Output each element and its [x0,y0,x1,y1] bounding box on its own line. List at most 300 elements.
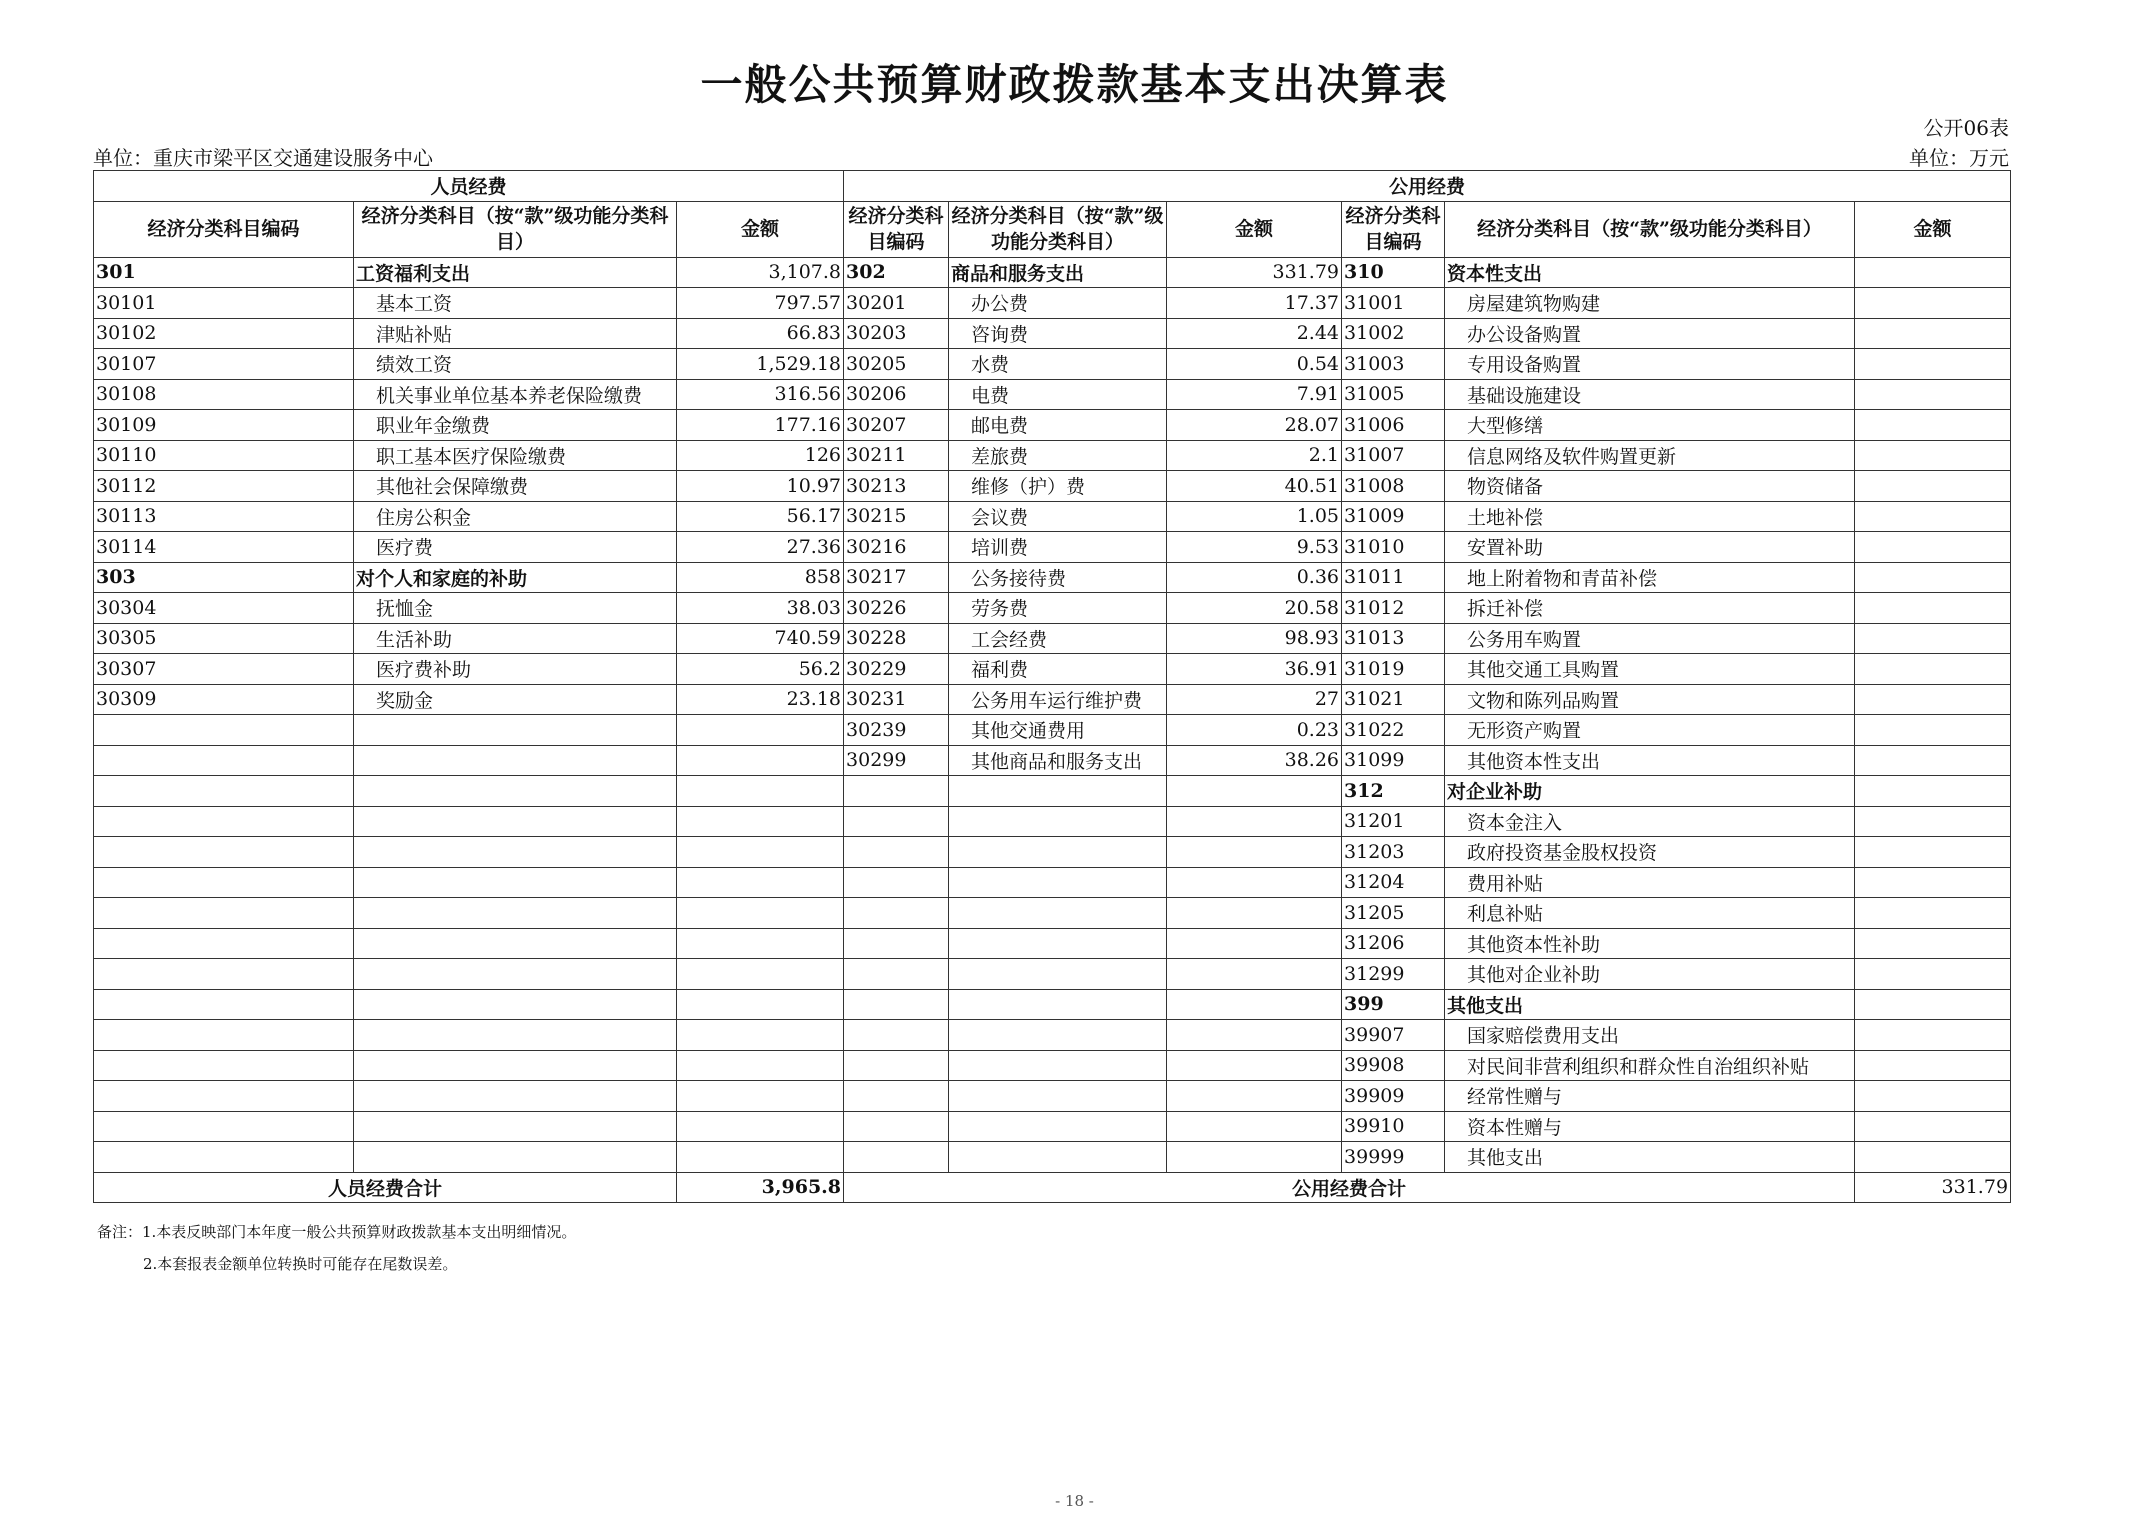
cell-amount-b: 7.91 [1167,379,1342,410]
cell-code-c: 31204 [1342,867,1445,898]
cell-code-b: 30217 [844,562,949,593]
cell-amount-a: 10.97 [677,471,844,502]
cell-name-a: 津贴补贴 [354,318,677,349]
cell-code-a: 30114 [94,532,354,563]
table-row [94,1142,2011,1173]
cell-amount-a [677,867,844,898]
cell-code-c: 39910 [1342,1111,1445,1142]
cell-code-a [94,1142,354,1173]
cell-amount-b: 20.58 [1167,593,1342,624]
cell-amount-c [1855,593,2011,624]
cell-amount-c [1855,501,2011,532]
cell-name-b: 邮电费 [949,410,1167,441]
col-code-b: 经济分类科目编码 [844,201,949,257]
cell-code-c: 31006 [1342,410,1445,441]
cell-code-c: 31203 [1342,837,1445,868]
total-row [94,1172,2011,1203]
cell-name-c: 拆迁补偿 [1445,593,1855,624]
cell-name-b: 办公费 [949,288,1167,319]
table-row [94,318,2011,349]
cell-name-b: 工会经费 [949,623,1167,654]
cell-name-a: 住房公积金 [354,501,677,532]
money-unit: 单位：万元 [1909,146,2009,170]
cell-code-a [94,989,354,1020]
cell-amount-a [677,898,844,929]
cell-name-c: 专用设备购置 [1445,349,1855,380]
cell-amount-a: 858 [677,562,844,593]
cell-code-b [844,928,949,959]
cell-code-c: 39909 [1342,1081,1445,1112]
cell-code-a: 303 [94,562,354,593]
table-row [94,593,2011,624]
cell-code-a: 30102 [94,318,354,349]
cell-code-b: 30207 [844,410,949,441]
cell-name-a: 医疗费 [354,532,677,563]
cell-name-b: 咨询费 [949,318,1167,349]
table-row [94,501,2011,532]
cell-name-a [354,715,677,746]
cell-name-c: 其他对企业补助 [1445,959,1855,990]
cell-amount-a [677,989,844,1020]
cell-code-b [844,1111,949,1142]
table-row [94,837,2011,868]
cell-code-a [94,715,354,746]
cell-amount-b: 0.23 [1167,715,1342,746]
cell-amount-b: 9.53 [1167,532,1342,563]
cell-amount-b [1167,776,1342,807]
cell-amount-c [1855,410,2011,441]
cell-name-b [949,1142,1167,1173]
cell-code-b: 30203 [844,318,949,349]
cell-amount-b [1167,1020,1342,1051]
cell-code-b [844,1081,949,1112]
cell-amount-a [677,1142,844,1173]
cell-amount-a [677,1111,844,1142]
cell-amount-b: 331.79 [1167,257,1342,288]
cell-amount-b [1167,959,1342,990]
cell-name-c: 信息网络及软件购置更新 [1445,440,1855,471]
table-row [94,959,2011,990]
public-total-label: 公用经费合计 [844,1172,1855,1203]
cell-amount-b: 98.93 [1167,623,1342,654]
cell-code-a: 30108 [94,379,354,410]
cell-code-c: 31022 [1342,715,1445,746]
cell-name-a [354,989,677,1020]
cell-name-c: 资本性赠与 [1445,1111,1855,1142]
cell-amount-a [677,1081,844,1112]
cell-name-c: 其他支出 [1445,1142,1855,1173]
cell-code-b: 30215 [844,501,949,532]
cell-name-b: 会议费 [949,501,1167,532]
cell-amount-a [677,806,844,837]
cell-code-c: 399 [1342,989,1445,1020]
cell-amount-a: 38.03 [677,593,844,624]
cell-amount-c [1855,379,2011,410]
cell-amount-a [677,928,844,959]
cell-amount-a: 740.59 [677,623,844,654]
cell-amount-c [1855,684,2011,715]
cell-code-c: 31206 [1342,928,1445,959]
cell-amount-a [677,745,844,776]
cell-name-a [354,1081,677,1112]
cell-code-b [844,776,949,807]
cell-code-a [94,837,354,868]
cell-code-a [94,776,354,807]
cell-amount-c [1855,1081,2011,1112]
cell-name-b [949,837,1167,868]
personnel-total-amount: 3,965.8 [677,1172,844,1203]
cell-name-b: 公务接待费 [949,562,1167,593]
cell-name-a [354,837,677,868]
cell-code-c: 31099 [1342,745,1445,776]
cell-code-a [94,867,354,898]
cell-name-b [949,1050,1167,1081]
cell-name-b [949,898,1167,929]
cell-name-a [354,1142,677,1173]
cell-amount-a: 56.17 [677,501,844,532]
cell-code-b: 30299 [844,745,949,776]
cell-code-a [94,1020,354,1051]
cell-code-a [94,1111,354,1142]
cell-code-c: 31012 [1342,593,1445,624]
col-amount-a: 金额 [677,201,844,257]
cell-amount-c [1855,623,2011,654]
cell-amount-c [1855,1020,2011,1051]
cell-amount-a: 66.83 [677,318,844,349]
cell-name-a: 机关事业单位基本养老保险缴费 [354,379,677,410]
cell-code-a: 301 [94,257,354,288]
cell-amount-b [1167,837,1342,868]
cell-amount-a: 797.57 [677,288,844,319]
cell-amount-a: 177.16 [677,410,844,441]
cell-code-a: 30109 [94,410,354,441]
cell-code-a [94,806,354,837]
cell-name-a [354,898,677,929]
notes [97,1216,576,1280]
cell-name-a: 奖励金 [354,684,677,715]
cell-name-b [949,989,1167,1020]
cell-code-b: 30201 [844,288,949,319]
table-row [94,776,2011,807]
cell-amount-a: 316.56 [677,379,844,410]
cell-name-c: 对民间非营利组织和群众性自治组织补贴 [1445,1050,1855,1081]
cell-name-b [949,959,1167,990]
cell-code-b: 30231 [844,684,949,715]
cell-name-c: 物资储备 [1445,471,1855,502]
cell-name-c: 大型修缮 [1445,410,1855,441]
cell-amount-b [1167,1142,1342,1173]
cell-code-c: 31205 [1342,898,1445,929]
cell-name-b: 劳务费 [949,593,1167,624]
cell-name-c: 无形资产购置 [1445,715,1855,746]
cell-amount-a: 27.36 [677,532,844,563]
cell-code-b [844,806,949,837]
table-row [94,1020,2011,1051]
table-row [94,410,2011,441]
budget-table [93,170,2011,1203]
cell-amount-b: 0.54 [1167,349,1342,380]
table-row [94,806,2011,837]
cell-name-c: 基础设施建设 [1445,379,1855,410]
table-row [94,440,2011,471]
cell-amount-c [1855,471,2011,502]
cell-name-b [949,806,1167,837]
public-total-amount: 331.79 [1855,1172,2011,1203]
cell-amount-a: 1,529.18 [677,349,844,380]
cell-amount-b [1167,806,1342,837]
cell-code-b: 30216 [844,532,949,563]
cell-amount-a: 3,107.8 [677,257,844,288]
cell-name-c: 资本性支出 [1445,257,1855,288]
cell-code-a [94,1050,354,1081]
cell-name-b: 其他商品和服务支出 [949,745,1167,776]
cell-name-c: 经常性赠与 [1445,1081,1855,1112]
cell-code-b: 302 [844,257,949,288]
cell-code-b [844,837,949,868]
cell-amount-b: 1.05 [1167,501,1342,532]
cell-code-b: 30226 [844,593,949,624]
cell-amount-a [677,715,844,746]
cell-amount-c [1855,898,2011,929]
cell-amount-c [1855,1111,2011,1142]
cell-name-a [354,928,677,959]
public-header: 公用经费 [844,171,2011,202]
cell-code-c: 31005 [1342,379,1445,410]
cell-amount-a [677,959,844,990]
cell-code-a [94,898,354,929]
cell-code-b: 30213 [844,471,949,502]
cell-code-c: 31010 [1342,532,1445,563]
cell-name-c: 其他支出 [1445,989,1855,1020]
cell-code-c: 31007 [1342,440,1445,471]
cell-name-b [949,1111,1167,1142]
cell-code-c: 310 [1342,257,1445,288]
cell-name-a: 生活补助 [354,623,677,654]
cell-amount-c [1855,562,2011,593]
cell-code-a: 30110 [94,440,354,471]
col-code-a: 经济分类科目编码 [94,201,354,257]
cell-name-a [354,959,677,990]
cell-name-a [354,776,677,807]
cell-amount-c [1855,532,2011,563]
cell-name-c: 土地补偿 [1445,501,1855,532]
personnel-total-label: 人员经费合计 [94,1172,677,1203]
cell-code-a: 30305 [94,623,354,654]
cell-name-c: 文物和陈列品购置 [1445,684,1855,715]
cell-name-b [949,867,1167,898]
col-name-a: 经济分类科目（按“款”级功能分类科目） [354,201,677,257]
cell-name-a: 其他社会保障缴费 [354,471,677,502]
cell-name-a: 工资福利支出 [354,257,677,288]
col-code-c: 经济分类科目编码 [1342,201,1445,257]
table-row [94,471,2011,502]
note-1: 备注：1.本表反映部门本年度一般公共预算财政拨款基本支出明细情况。 [97,1223,577,1241]
table-row [94,623,2011,654]
page-title: 一般公共预算财政拨款基本支出决算表 [700,60,1449,109]
cell-amount-c [1855,440,2011,471]
cell-amount-c [1855,928,2011,959]
personnel-header: 人员经费 [94,171,844,202]
cell-amount-c [1855,318,2011,349]
cell-amount-c [1855,989,2011,1020]
cell-name-c: 对企业补助 [1445,776,1855,807]
cell-amount-a [677,1020,844,1051]
col-amount-c: 金额 [1855,201,2011,257]
cell-code-b: 30239 [844,715,949,746]
table-row [94,1050,2011,1081]
cell-code-c: 312 [1342,776,1445,807]
cell-code-c: 31009 [1342,501,1445,532]
table-row [94,745,2011,776]
cell-amount-b [1167,898,1342,929]
cell-code-a [94,1081,354,1112]
cell-name-b: 商品和服务支出 [949,257,1167,288]
cell-code-b [844,989,949,1020]
cell-code-b: 30211 [844,440,949,471]
cell-amount-c [1855,349,2011,380]
cell-code-a [94,959,354,990]
cell-name-c: 资本金注入 [1445,806,1855,837]
cell-amount-c [1855,1050,2011,1081]
cell-amount-a: 56.2 [677,654,844,685]
cell-name-b: 其他交通费用 [949,715,1167,746]
cell-code-c: 39999 [1342,1142,1445,1173]
cell-code-a: 30112 [94,471,354,502]
cell-name-b: 差旅费 [949,440,1167,471]
table-row [94,288,2011,319]
cell-code-c: 31201 [1342,806,1445,837]
table-row [94,867,2011,898]
cell-name-c: 办公设备购置 [1445,318,1855,349]
cell-code-a: 30101 [94,288,354,319]
cell-amount-c [1855,776,2011,807]
cell-amount-c [1855,837,2011,868]
table-row [94,654,2011,685]
cell-amount-c [1855,715,2011,746]
cell-code-b: 30205 [844,349,949,380]
cell-amount-a [677,837,844,868]
cell-code-b [844,1020,949,1051]
table-row [94,562,2011,593]
cell-name-a: 基本工资 [354,288,677,319]
cell-name-b: 电费 [949,379,1167,410]
cell-name-b: 水费 [949,349,1167,380]
cell-name-b: 培训费 [949,532,1167,563]
cell-amount-b [1167,1081,1342,1112]
cell-code-b [844,898,949,929]
table-row [94,898,2011,929]
cell-name-b: 维修（护）费 [949,471,1167,502]
cell-code-a: 30107 [94,349,354,380]
cell-amount-c [1855,1142,2011,1173]
cell-amount-c [1855,806,2011,837]
cell-code-a: 30304 [94,593,354,624]
table-row [94,928,2011,959]
cell-name-a [354,806,677,837]
cell-name-b [949,776,1167,807]
cell-code-b [844,1050,949,1081]
cell-amount-b [1167,1111,1342,1142]
cell-name-c: 其他资本性补助 [1445,928,1855,959]
table-row [94,257,2011,288]
cell-amount-a: 126 [677,440,844,471]
cell-amount-a [677,776,844,807]
cell-amount-c [1855,959,2011,990]
cell-amount-a: 23.18 [677,684,844,715]
cell-amount-b: 27 [1167,684,1342,715]
cell-name-b [949,928,1167,959]
cell-amount-b [1167,989,1342,1020]
cell-name-c: 房屋建筑物购建 [1445,288,1855,319]
cell-code-c: 31021 [1342,684,1445,715]
table-row [94,532,2011,563]
cell-name-b: 福利费 [949,654,1167,685]
cell-amount-c [1855,654,2011,685]
cell-name-c: 其他交通工具购置 [1445,654,1855,685]
cell-name-c: 公务用车购置 [1445,623,1855,654]
table-row [94,989,2011,1020]
cell-amount-c [1855,867,2011,898]
unit-name: 单位：重庆市梁平区交通建设服务中心 [93,146,433,170]
cell-name-a: 职工基本医疗保险缴费 [354,440,677,471]
cell-name-a [354,1020,677,1051]
cell-name-c: 国家赔偿费用支出 [1445,1020,1855,1051]
cell-code-a [94,928,354,959]
table-row [94,684,2011,715]
col-amount-b: 金额 [1167,201,1342,257]
cell-code-a: 30113 [94,501,354,532]
page-number: - 18 - [1055,1492,1094,1510]
cell-code-a: 30307 [94,654,354,685]
cell-code-b: 30229 [844,654,949,685]
cell-amount-c [1855,257,2011,288]
cell-code-a: 30309 [94,684,354,715]
cell-code-a [94,745,354,776]
cell-name-a [354,867,677,898]
note-2: 2.本套报表金额单位转换时可能存在尾数误差。 [143,1255,458,1273]
cell-code-b [844,867,949,898]
table-row [94,379,2011,410]
cell-name-c: 利息补贴 [1445,898,1855,929]
table-row [94,1111,2011,1142]
cell-name-a: 医疗费补助 [354,654,677,685]
cell-amount-b [1167,867,1342,898]
col-name-b: 经济分类科目（按“款”级功能分类科目） [949,201,1167,257]
cell-name-b [949,1081,1167,1112]
cell-amount-c [1855,288,2011,319]
cell-amount-b: 28.07 [1167,410,1342,441]
cell-name-b [949,1020,1167,1051]
cell-name-b: 公务用车运行维护费 [949,684,1167,715]
cell-name-c: 其他资本性支出 [1445,745,1855,776]
cell-name-a [354,1111,677,1142]
col-name-c: 经济分类科目（按“款”级功能分类科目） [1445,201,1855,257]
cell-code-c: 31019 [1342,654,1445,685]
cell-code-b: 30228 [844,623,949,654]
cell-name-c: 地上附着物和青苗补偿 [1445,562,1855,593]
table-row [94,349,2011,380]
cell-code-c: 31008 [1342,471,1445,502]
cell-code-c: 31003 [1342,349,1445,380]
cell-name-c: 安置补助 [1445,532,1855,563]
table-row [94,715,2011,746]
cell-name-a [354,1050,677,1081]
cell-code-c: 31001 [1342,288,1445,319]
cell-code-c: 39907 [1342,1020,1445,1051]
cell-name-a: 抚恤金 [354,593,677,624]
cell-name-a: 对个人和家庭的补助 [354,562,677,593]
cell-amount-b [1167,1050,1342,1081]
